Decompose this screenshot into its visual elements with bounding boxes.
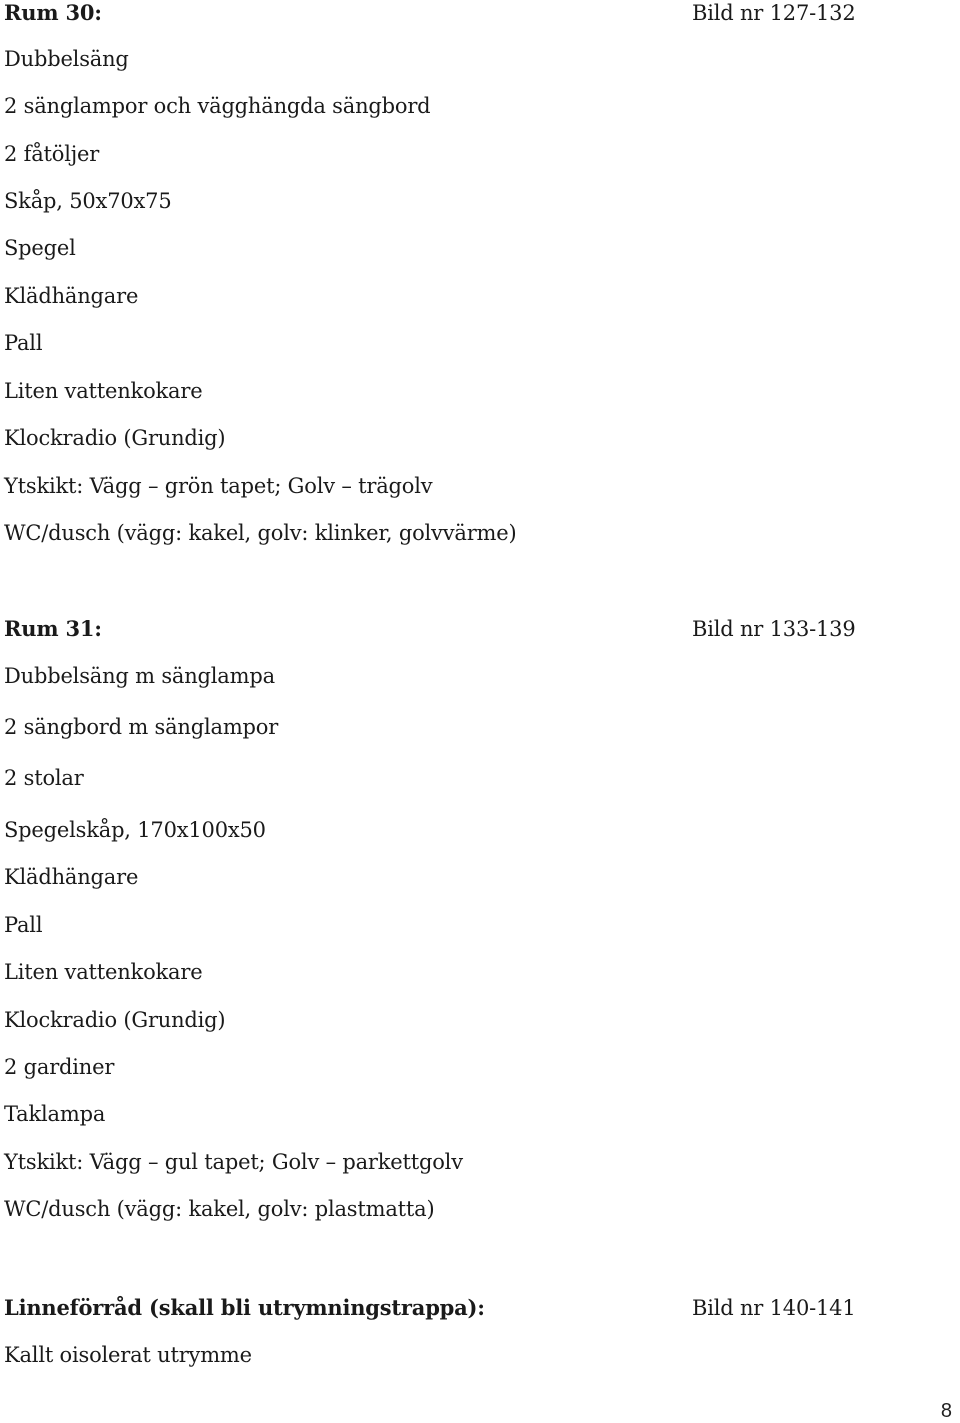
section-heading: Rum 31: (4, 616, 102, 641)
list-item: Dubbelsäng m sänglampa (4, 664, 275, 688)
list-item: Ytskikt: Vägg – gul tapet; Golv – parkettgolv (4, 1150, 463, 1174)
list-item: WC/dusch (vägg: kakel, golv: plastmatta) (4, 1197, 435, 1221)
list-item: 2 sängbord m sänglampor (4, 715, 279, 739)
list-item: Liten vattenkokare (4, 960, 203, 984)
section-heading: Linneförråd (skall bli utrymningstrappa): (4, 1295, 485, 1320)
image-reference: Bild nr 127-132 (692, 1, 856, 25)
list-item: Ytskikt: Vägg – grön tapet; Golv – trägolv (4, 474, 433, 498)
list-item: Klockradio (Grundig) (4, 426, 226, 450)
list-item: 2 gardiner (4, 1055, 115, 1079)
list-item: Taklampa (4, 1102, 106, 1126)
list-item: 2 sänglampor och vägghängda sängbord (4, 94, 431, 118)
section-heading: Rum 30: (4, 0, 102, 25)
list-item: Kallt oisolerat utrymme (4, 1343, 252, 1367)
list-item: Klockradio (Grundig) (4, 1008, 226, 1032)
page-number: 8 (940, 1400, 952, 1422)
list-item: Spegel (4, 236, 76, 260)
list-item: Spegelskåp, 170x100x50 (4, 818, 266, 842)
image-reference: Bild nr 140-141 (692, 1296, 856, 1320)
list-item: 2 fåtöljer (4, 142, 100, 166)
list-item: Klädhängare (4, 284, 139, 308)
list-item: Liten vattenkokare (4, 379, 203, 403)
list-item: 2 stolar (4, 766, 84, 790)
list-item: Klädhängare (4, 865, 139, 889)
list-item: Pall (4, 331, 43, 355)
list-item: Dubbelsäng (4, 47, 129, 71)
list-item: Pall (4, 913, 43, 937)
image-reference: Bild nr 133-139 (692, 617, 856, 641)
list-item: Skåp, 50x70x75 (4, 189, 172, 213)
list-item: WC/dusch (vägg: kakel, golv: klinker, golvvärme) (4, 521, 517, 545)
